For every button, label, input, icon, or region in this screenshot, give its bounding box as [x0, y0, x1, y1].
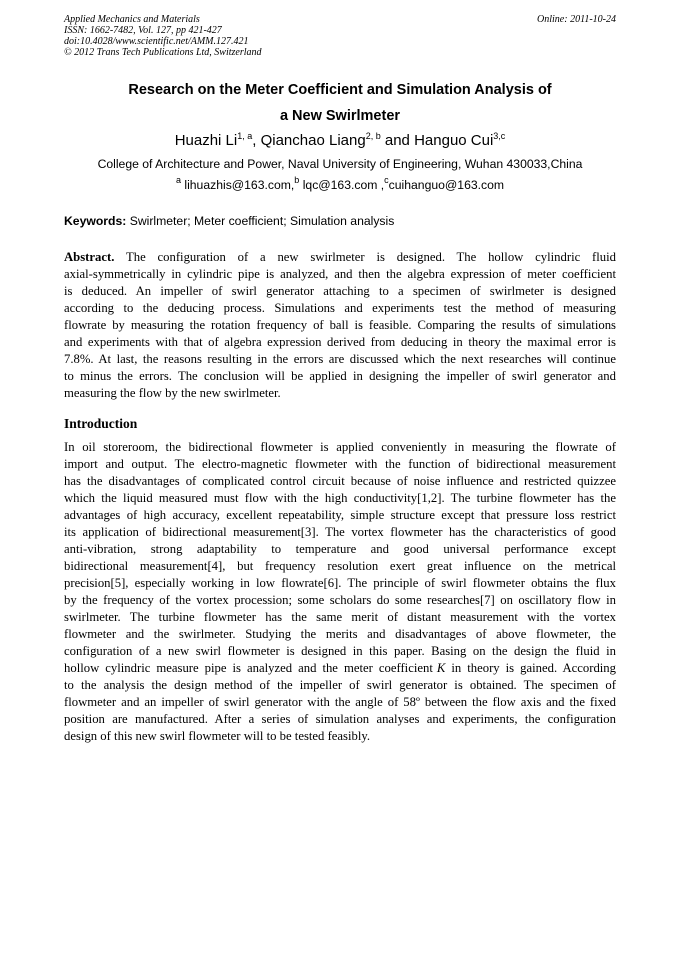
publication-header — [64, 14, 616, 58]
intro-line: has the disadvantages of complicated control circuit because of noise influence and restricted quizzee — [64, 474, 616, 488]
abstract — [64, 249, 616, 402]
doi-link[interactable]: doi:10.4028/www.scientific.net/AMM.127.421 — [64, 36, 249, 47]
abstract-line: and experiments with that of algebra expression derived from deducing in theory the maximal error is — [64, 335, 616, 349]
intro-line: to the analysis the design method of the impeller of swirl generator is obtained. The specimen of — [64, 678, 616, 692]
journal-name: Applied Mechanics and Materials — [64, 14, 200, 25]
abstract-line: is deduced. An impeller of swirl generator attaching to a specimen of swirlmeter is designed — [64, 284, 616, 298]
abstract-line: according to the deducing process. Simulations and experiments test the method of measuring — [64, 301, 616, 315]
author-name: Huazhi Li — [174, 132, 238, 149]
keywords-text: Swirlmeter; Meter coefficient; Simulation analysis — [129, 214, 395, 228]
intro-line: swirlmeter. The turbine flowmeter has the same merit of distant measurement with the vortex — [64, 610, 616, 624]
introduction-heading: Introduction — [64, 416, 138, 431]
intro-line: flowmeter and an impeller of swirl generator with the angle of 58º between the flow axis and the fixed — [64, 695, 616, 709]
paper-title-line-1: Research on the Meter Coefficient and Simulation Analysis of — [128, 82, 552, 98]
intro-line: configuration of a new swirl flowmeter is designed in this paper. Basing on the design the fluid in — [64, 644, 616, 658]
abstract-line: 7.8%. At last, the reasons resulting in the errors are discussed which the next researches will continue — [64, 352, 616, 366]
abstract-line: flowrate by measuring the rotation frequency of ball is feasible. Comparing the results of simulations — [64, 318, 616, 332]
author-name: Qianchao Liang — [260, 132, 366, 149]
email-mark: a — [175, 175, 181, 185]
intro-line: import and output. The electro-magnetic flowmeter with the function of bidirectional measurement — [64, 457, 616, 471]
abstract-line: axial-symmetrically in cylindric pipe is analyzed, and then the algebra expression of meter coefficient — [64, 267, 616, 281]
email-address[interactable]: cuihanguo@163.com — [388, 178, 505, 192]
introduction-body — [64, 439, 616, 745]
email-mark: c — [384, 175, 389, 185]
intro-line: flowmeter and the swirlmeter. Studying the merits and disadvantages of above flowmeter, the — [64, 627, 616, 641]
intro-line: its application of bidirectional measurement[3]. The vortex flowmeter has the characteristics of good — [64, 525, 616, 539]
author-separator: , — [252, 132, 261, 149]
abstract-line: measuring the flow by the new swirlmeter. — [64, 386, 281, 400]
intro-line: precision[5], especially working in low flowrate[6]. The principle of swirl flowmeter obtains the flux — [64, 576, 616, 590]
paper-title-line-2: a New Swirlmeter — [279, 108, 401, 124]
intro-line: bidirectional measurement[4], but frequency resolution exert great influence on the metrical — [64, 559, 616, 573]
intro-line: position are manufactured. After a series of simulation analyses and experiments, the configuration — [64, 712, 616, 726]
intro-line: In oil storeroom, the bidirectional flowmeter is applied conveniently in measuring the flowrate of — [64, 440, 616, 454]
online-date: Online: 2011-10-24 — [537, 14, 616, 25]
abstract-label: Abstract. — [64, 250, 115, 264]
intro-line: which the liquid measured must flow with the high conductivity[1,2]. The turbine flowmeter has the — [64, 491, 616, 505]
intro-line: by the frequency of the vortex procession; some scholars do some researches[7] on oscillatory flow in — [64, 593, 616, 607]
publication-info — [64, 14, 616, 58]
email-address[interactable]: lihuazhis@163.com, — [184, 178, 295, 192]
email-list — [64, 177, 616, 193]
intro-line: anti-vibration, strong adaptability to temperature and good universal performance except — [64, 542, 616, 556]
k-symbol: K — [436, 661, 446, 675]
author-affiliation-mark: 1, a — [237, 131, 253, 141]
author-affiliation-mark: 3,c — [493, 131, 506, 141]
intro-line-meter-coefficient: hollow cylindric measure pipe is analyzed and the meter coefficient K in theory is gained. According — [64, 661, 616, 675]
email-address[interactable]: lqc@163.com , — [302, 178, 385, 192]
author-affiliation-mark: 2, b — [365, 131, 381, 141]
intro-line: advantages of high accuracy, excellent repeatability, simple structure except that pressure loss restrict — [64, 508, 616, 522]
affiliation: College of Architecture and Power, Naval University of Engineering, Wuhan 430033,China — [97, 157, 583, 171]
abstract-line: Abstract. The configuration of a new swirlmeter is designed. The hollow cylindric fluid — [64, 250, 616, 264]
abstract-line: to minus the errors. The conclusion will be applied in designing the impeller of swirl generator and — [64, 369, 616, 383]
author-name: Hanguo Cui — [414, 132, 494, 149]
author-separator: and — [380, 132, 415, 149]
keywords — [64, 213, 616, 229]
copyright-notice: © 2012 Trans Tech Publications Ltd, Switzerland — [64, 47, 262, 58]
issn-volume: ISSN: 1662-7482, Vol. 127, pp 421-427 — [64, 25, 222, 36]
email-mark: b — [294, 175, 300, 185]
keywords-label: Keywords: — [64, 214, 127, 228]
author-list — [64, 131, 616, 151]
intro-line: design of this new swirl flowmeter will to be tested feasibly. — [64, 729, 371, 743]
